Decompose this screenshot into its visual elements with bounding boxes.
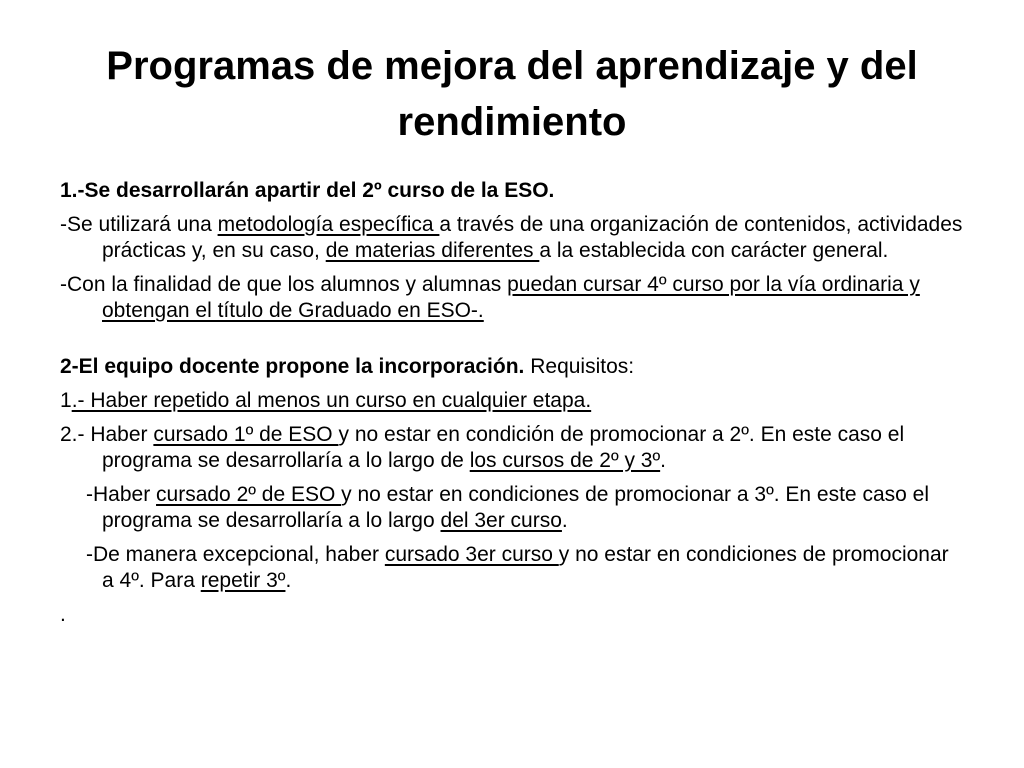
point-1-text: 1.-Se desarrollarán apartir del 2º curso de la ESO. bbox=[60, 179, 555, 202]
methodology-underlined-1: metodología específica bbox=[217, 213, 440, 236]
methodology-text-b: a través de una organización de contenidos, actividades prácticas y, en su caso, bbox=[102, 213, 963, 262]
requirement-2b-underlined-1: cursado 2º de ESO bbox=[156, 483, 342, 506]
point-2-rest: Requisitos: bbox=[524, 355, 635, 378]
requirement-2c-text-b: y no estar en condiciones de promocionar a 4º. Para bbox=[102, 543, 949, 592]
requirement-2-text-a: 2.- Haber bbox=[60, 423, 154, 446]
requirement-2-text-c: . bbox=[660, 449, 666, 472]
requirement-1-number: 1 bbox=[60, 389, 72, 412]
requirement-2-underlined-1: cursado 1º de ESO bbox=[153, 423, 339, 446]
methodology-text-a: -Se utilizará una bbox=[60, 213, 218, 236]
purpose-underlined-1: puedan cursar 4º curso por la vía ordinaria y obtengan el título de Graduado en ESO-. bbox=[102, 273, 920, 322]
requirement-1 bbox=[60, 388, 965, 414]
requirement-2c-text-a: -De manera excepcional, haber bbox=[86, 543, 385, 566]
requirement-2b bbox=[60, 482, 965, 534]
purpose-paragraph bbox=[60, 272, 965, 324]
trailing-dot bbox=[60, 602, 965, 628]
requirement-1-underlined: .- Haber repetido al menos un curso en cualquier etapa. bbox=[71, 389, 592, 412]
requirement-2-underlined-2: los cursos de 2º y 3º bbox=[469, 449, 661, 472]
requirement-2c bbox=[60, 542, 965, 594]
requirement-2b-underlined-2: del 3er curso bbox=[440, 509, 562, 532]
slide-body bbox=[60, 178, 965, 636]
requirement-2 bbox=[60, 422, 965, 474]
slide-title: Programas de mejora del aprendizaje y del rendimiento bbox=[106, 44, 918, 144]
methodology-underlined-2: de materias diferentes bbox=[325, 239, 540, 262]
point-2-bold: 2-El equipo docente propone la incorporación. bbox=[60, 355, 525, 378]
requirement-2b-text-a: -Haber bbox=[86, 483, 157, 506]
requirement-2b-text-c: . bbox=[561, 509, 568, 532]
point-1-heading bbox=[60, 178, 965, 204]
methodology-text-c: a la establecida con carácter general. bbox=[539, 239, 889, 262]
point-2-heading bbox=[60, 354, 965, 380]
requirement-2c-underlined-1: cursado 3er curso bbox=[384, 543, 559, 566]
requirement-2-text-b: y no estar en condición de promocionar a 2º. En este caso el programa se desarrollaría a lo largo de bbox=[102, 423, 905, 472]
trailing-dot-text: . bbox=[60, 603, 66, 626]
requirement-2c-text-c: . bbox=[285, 569, 292, 592]
methodology-paragraph bbox=[60, 212, 965, 264]
purpose-text-a: -Con la finalidad de que los alumnos y alumnas bbox=[60, 273, 508, 296]
requirement-2b-text-b: y no estar en condiciones de promocionar a 3º. En este caso el programa se desarrollaría a lo largo bbox=[102, 483, 929, 532]
requirement-2c-underlined-2: repetir 3º bbox=[200, 569, 286, 592]
